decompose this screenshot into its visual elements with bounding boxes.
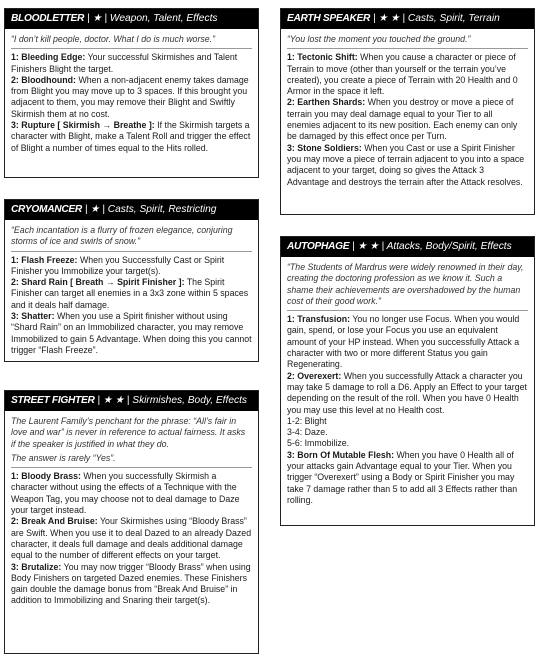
card-header: EARTH SPEAKER | ★ ★ | Casts, Spirit, Terrain	[281, 9, 534, 29]
card-name: CRYOMANCER	[11, 204, 82, 215]
card-flavor: The Laurent Family’s penchant for the phrase: “All’s fair in love and war” is never in reference to actual fairness. It asks if the speaker is justified in what they do.	[11, 416, 246, 449]
ability-1: 1: Bleeding Edge: Your successful Skirmishes and Talent Finishers Blight the target.	[11, 52, 238, 74]
card-rank: ★ ★	[357, 241, 379, 252]
ability-3: 3: Stone Soldiers: When you Cast or use a Spirit Finisher you may move a piece of terrain adjacent to you into a space adjacent to your target, doing so gives the Attack 3 Advantage and destroys the terrain after the Attack resolves.	[287, 142, 525, 187]
card-flavor: “Each incantation is a flurry of frozen elegance, conjuring storms of ice and swirls of snow.”	[11, 223, 252, 252]
card-flavor-extra: The answer is rarely “Yes”.	[11, 452, 252, 468]
card-tags: Weapon, Talent, Effects	[109, 13, 218, 24]
ability-3: 3: Brutalize: You may now trigger “Bloody Brass” when using Body Finishers on targeted Dazed enemies. These Finishers gain double the damage bonus from “Break And Bruise” in addition to Immobilizing and Snaring their target(s).	[11, 561, 251, 606]
card-tags: Casts, Spirit, Restricting	[107, 204, 217, 215]
ability-1: 1: Transfusion: You no longer use Focus. When you would gain, spend, or lose your Focus you use an equivalent amount of your HP instead. When you successfully Attack a character with two or more different Status you gain Regenerating.	[287, 314, 520, 370]
ability-1: 1: Flash Freeze: When you Successfully Cast or Spirit Finisher you Immobilize your target(s).	[11, 254, 225, 276]
card-rank: ★ ★	[102, 395, 124, 406]
card-name: AUTOPHAGE	[287, 241, 350, 252]
card-earth-speaker	[280, 8, 535, 215]
ability-2: 2: Break And Bruise: Your Skirmishes using “Bloody Brass” are Swift. When you use it to deal Dazed to an already Dazed character, it deals full damage and deals additional damage equal to the number of different effects on your target.	[11, 516, 252, 561]
roll-result: 1-2: Blight	[287, 415, 327, 426]
card-tags: Casts, Spirit, Terrain	[407, 13, 500, 24]
ability-1: 1: Bloody Brass: When you successfully Skirmish a character without using the effects of a Technique with the Weapon Tag, you may choose not to deal damage to Daze your target instead.	[11, 471, 240, 516]
card-name: BLOODLETTER	[11, 13, 85, 24]
ability-2: 2: Shard Rain [ Breath → Spirit Finisher ]: The Spirit Finisher can target all enemies in a 3x3 zone within 5 spaces and it deals half damage.	[11, 277, 249, 310]
card-bloodletter	[4, 8, 259, 178]
card-street-fighter	[4, 390, 259, 654]
card-rank: ★	[90, 204, 100, 215]
card-flavor: “You lost the moment you touched the ground.”	[287, 32, 528, 49]
ability-2: 2: Overexert: When you successfully Attack a character you may take 5 damage to roll a D6. Apply an Effect to your target depending on the result of the roll. When you have 0 Health you may use this level at no Health cost.	[287, 370, 527, 415]
card-cryomancer	[4, 199, 259, 362]
card-tags: Skirmishes, Body, Effects	[132, 395, 248, 406]
card-flavor: “The Students of Mardrus were widely renowned in their day, creating the doctoring profession as we know it. Such a shame their achievements are overshadowed by the human cost of their good work.”	[287, 260, 528, 311]
card-rank: ★ ★	[378, 13, 400, 24]
card-header: AUTOPHAGE | ★ ★ | Attacks, Body/Spirit, Effects	[281, 237, 534, 257]
card-name: EARTH SPEAKER	[287, 13, 371, 24]
ability-3: 3: Rupture [ Skirmish → Breathe ]: If the Skirmish targets a character with Blight, make a Talent Roll and trigger the effect of Blight a number of times equal to the Hits rolled.	[11, 120, 251, 153]
card-header: STREET FIGHTER | ★ ★ | Skirmishes, Body, Effects	[5, 391, 258, 411]
card-rank: ★	[92, 13, 102, 24]
roll-result: 3-4: Daze.	[287, 427, 328, 438]
ability-1: 1: Tectonic Shift: When you cause a character or piece of Terrain to move (other than yourself or the terrain you’ve created), you create a piece of Terrain with 20 Health and 0 Armor in the space it left.	[287, 52, 518, 97]
ability-3: 3: Born Of Mutable Flesh: When you have 0 Health all of your attacks gain Advantage equal to your Tier. When you trigger “Overexert” using a Body or Spirit Finisher you may take 7 damage rather than 5 to add all 3 Effects rather than rolling.	[287, 449, 518, 505]
card-tags: Attacks, Body/Spirit, Effects	[386, 241, 512, 252]
ability-3: 3: Shatter: When you use a Spirit finisher without using “Shard Rain” on an Immobilized character, you may remove Immobilized to gain 5 Advantage. When doing this you cannot trigger “Flash Freeze”.	[11, 311, 252, 355]
ability-2: 2: Bloodhound: When a non-adjacent enemy takes damage from Blight you may move up to 3 spaces. If this brought you adjacent to them, you may remove their Blight and Swiftly Skirmish them at no cost.	[11, 74, 249, 119]
card-autophage	[280, 236, 535, 526]
card-flavor: “I don’t kill people, doctor. What I do is much worse.”	[11, 32, 252, 49]
card-header: CRYOMANCER | ★ | Casts, Spirit, Restricting	[5, 200, 258, 220]
card-header: BLOODLETTER | ★ | Weapon, Talent, Effects	[5, 9, 258, 29]
roll-result: 5-6: Immobilize.	[287, 438, 350, 449]
card-name: STREET FIGHTER	[11, 395, 95, 406]
ability-2: 2: Earthen Shards: When you destroy or move a piece of terrain you may deal damage equal to your Tier to all enemies adjacent to its new position. Each enemy can only be damaged by this effect once per Turn.	[287, 97, 518, 142]
